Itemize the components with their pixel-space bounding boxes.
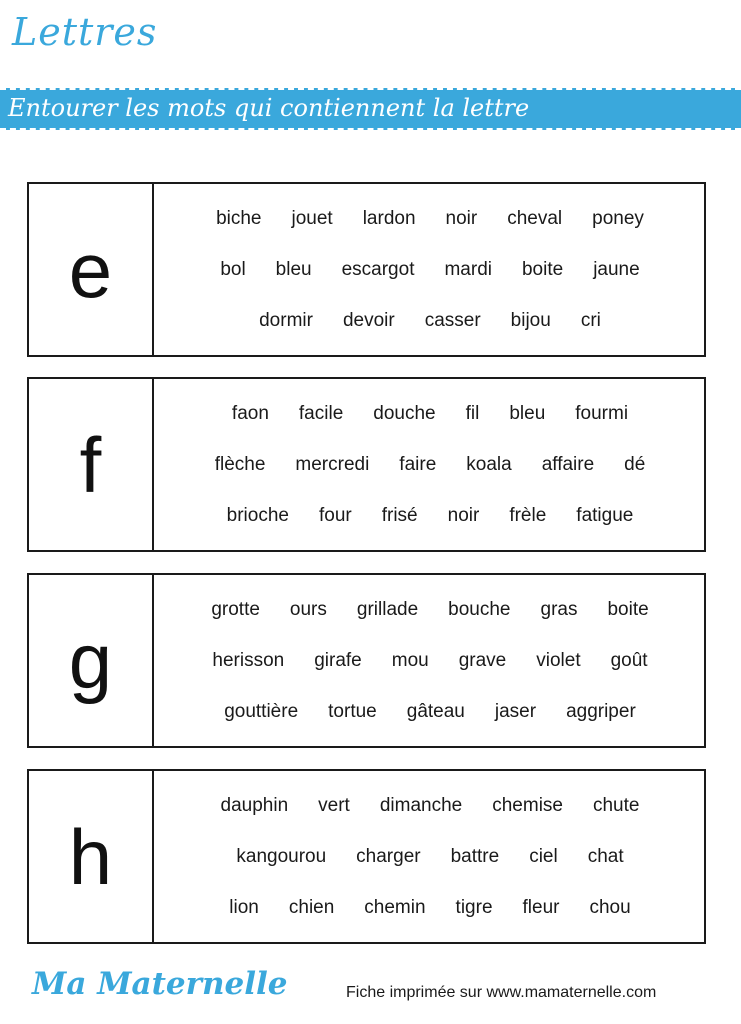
word[interactable]: aggriper xyxy=(566,701,636,722)
word[interactable]: chute xyxy=(592,795,640,816)
word[interactable]: affaire xyxy=(541,454,595,475)
exercise-card-e xyxy=(27,182,706,357)
word[interactable]: boite xyxy=(607,599,649,620)
target-letter: g xyxy=(68,616,113,705)
word[interactable]: tortue xyxy=(328,701,377,722)
word[interactable]: mercredi xyxy=(295,454,370,475)
word-row xyxy=(156,841,704,872)
word[interactable]: casser xyxy=(424,310,481,331)
word[interactable]: chou xyxy=(589,897,631,918)
word[interactable]: bleu xyxy=(509,403,546,424)
word-row xyxy=(156,892,704,923)
word-row xyxy=(156,449,704,480)
word[interactable]: dauphin xyxy=(220,795,289,816)
word-row xyxy=(156,254,704,285)
word[interactable]: poney xyxy=(592,208,644,229)
exercise-card-g xyxy=(27,573,706,748)
word[interactable]: violet xyxy=(536,650,581,671)
word-list xyxy=(156,379,704,550)
word-row xyxy=(156,500,704,531)
word[interactable]: escargot xyxy=(341,259,415,280)
word[interactable]: gâteau xyxy=(406,701,465,722)
word-list xyxy=(156,184,704,355)
word[interactable]: frisé xyxy=(381,505,418,526)
word-row xyxy=(156,305,704,336)
letter-cell xyxy=(29,575,154,746)
letter-cell xyxy=(29,379,154,550)
word[interactable]: cri xyxy=(580,310,601,331)
word-list xyxy=(156,575,704,746)
instruction-text: Entourer les mots qui contiennent la lettre xyxy=(8,94,530,122)
word[interactable]: facile xyxy=(298,403,344,424)
word[interactable]: flèche xyxy=(214,454,266,475)
target-letter: e xyxy=(68,225,113,314)
exercise-card-h xyxy=(27,769,706,944)
word[interactable]: dimanche xyxy=(379,795,463,816)
word-row xyxy=(156,203,704,234)
instruction-banner xyxy=(0,88,741,130)
word[interactable]: boite xyxy=(521,259,564,280)
word[interactable]: douche xyxy=(373,403,436,424)
word[interactable]: noir xyxy=(445,208,478,229)
word[interactable]: bouche xyxy=(448,599,511,620)
word[interactable]: gras xyxy=(540,599,578,620)
word[interactable]: tigre xyxy=(455,897,493,918)
word[interactable]: fatigue xyxy=(576,505,634,526)
word[interactable]: chemise xyxy=(492,795,563,816)
word-row xyxy=(156,594,704,625)
exercise-card-f xyxy=(27,377,706,552)
word-list xyxy=(156,771,704,942)
word[interactable]: fil xyxy=(465,403,480,424)
word[interactable]: frèle xyxy=(509,505,547,526)
word[interactable]: battre xyxy=(450,846,500,867)
word[interactable]: brioche xyxy=(226,505,289,526)
word[interactable]: lardon xyxy=(362,208,416,229)
word[interactable]: faire xyxy=(399,454,437,475)
word[interactable]: grillade xyxy=(356,599,419,620)
word[interactable]: devoir xyxy=(342,310,395,331)
word[interactable]: chien xyxy=(288,897,335,918)
word[interactable]: fleur xyxy=(522,897,560,918)
word[interactable]: chat xyxy=(587,846,624,867)
word[interactable]: grave xyxy=(458,650,507,671)
word-row xyxy=(156,790,704,821)
word[interactable]: jaune xyxy=(593,259,640,280)
target-letter: f xyxy=(79,420,102,509)
word[interactable]: herisson xyxy=(212,650,285,671)
word[interactable]: goût xyxy=(610,650,648,671)
word-row xyxy=(156,645,704,676)
word[interactable]: bol xyxy=(220,259,246,280)
word[interactable]: bijou xyxy=(510,310,551,331)
word[interactable]: dormir xyxy=(259,310,313,331)
word-row xyxy=(156,696,704,727)
word[interactable]: dé xyxy=(624,454,646,475)
word[interactable]: mardi xyxy=(444,259,492,280)
word[interactable]: girafe xyxy=(314,650,362,671)
word-row xyxy=(156,398,704,429)
word[interactable]: bleu xyxy=(275,259,312,280)
word[interactable]: grotte xyxy=(211,599,260,620)
word[interactable]: koala xyxy=(466,454,512,475)
word[interactable]: chemin xyxy=(364,897,426,918)
word[interactable]: noir xyxy=(447,505,480,526)
word[interactable]: vert xyxy=(318,795,350,816)
brand-logo: Ma Maternelle xyxy=(32,966,288,1002)
word[interactable]: jaser xyxy=(494,701,537,722)
word[interactable]: fourmi xyxy=(575,403,629,424)
footer-note: Fiche imprimée sur www.mamaternelle.com xyxy=(346,984,657,1001)
word[interactable]: ours xyxy=(289,599,327,620)
word[interactable]: gouttière xyxy=(224,701,299,722)
word[interactable]: faon xyxy=(231,403,269,424)
word[interactable]: four xyxy=(318,505,352,526)
page-title: Lettres xyxy=(12,10,158,54)
word[interactable]: lion xyxy=(229,897,259,918)
word[interactable]: mou xyxy=(391,650,429,671)
word[interactable]: kangourou xyxy=(236,846,327,867)
letter-cell xyxy=(29,771,154,942)
word[interactable]: jouet xyxy=(291,208,333,229)
letter-cell xyxy=(29,184,154,355)
word[interactable]: charger xyxy=(356,846,421,867)
word[interactable]: biche xyxy=(216,208,262,229)
target-letter: h xyxy=(68,812,113,901)
word[interactable]: cheval xyxy=(507,208,563,229)
word[interactable]: ciel xyxy=(529,846,558,867)
